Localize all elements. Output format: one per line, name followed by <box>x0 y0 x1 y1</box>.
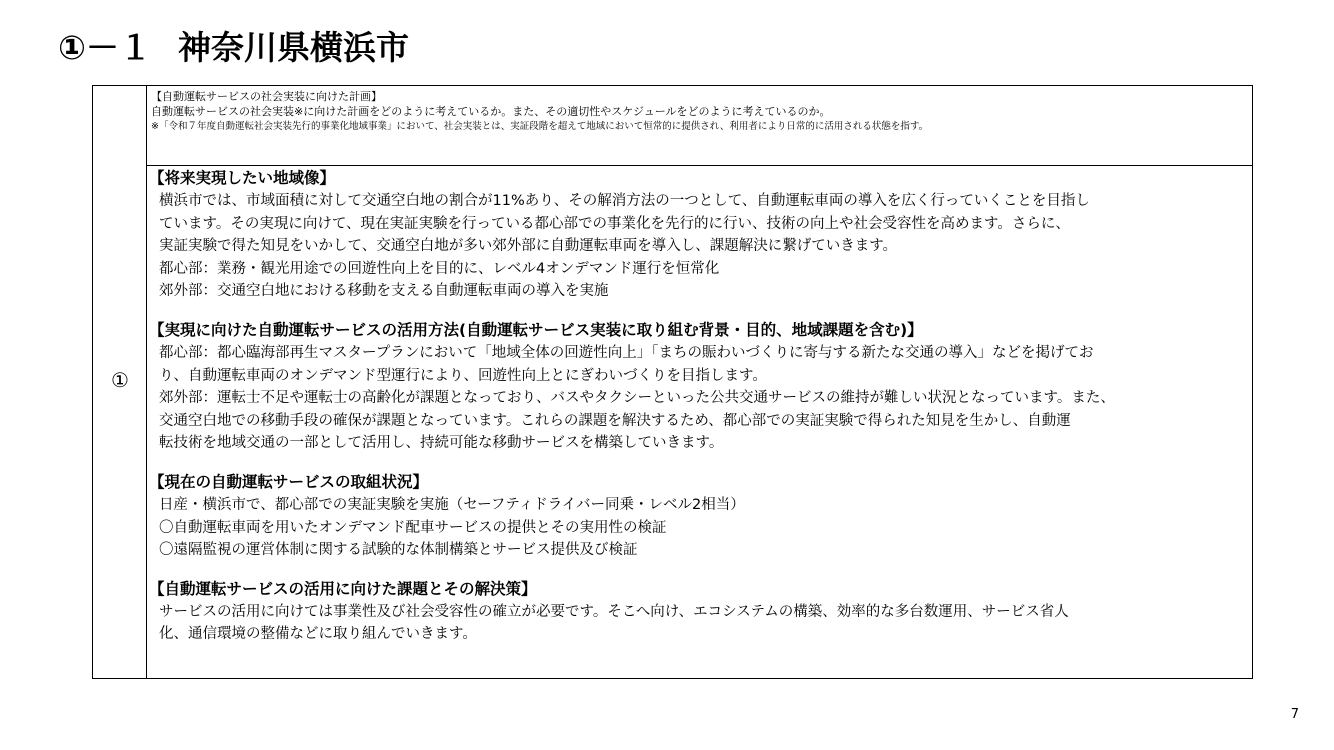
page-title-number: ①－１ <box>58 28 152 67</box>
section-heading: 【現在の自動運転サービスの取組状況】 <box>149 472 429 491</box>
question-heading: 【自動運転サービスの社会実装に向けた計画】 <box>151 90 382 103</box>
section-line: 横浜市では、市域面積に対して交通空白地の割合が11%あり、その解消方法の一つとして、自動運転車両の導入を広く行っていくことを目指し <box>159 193 1090 209</box>
section-future-vision <box>149 167 1244 303</box>
section-gap <box>149 455 1244 471</box>
section-line: 実証実験で得た知見をいかして、交通空白地が多い郊外部に自動運転車両を導入し、課題解決に繋げていきます。 <box>159 238 898 255</box>
section-gap <box>149 562 1244 578</box>
section-line: ています。その実現に向けて、現在実証実験を行っている都心部での事業化を先行的に行い、技術の向上や社会受容性を高めます。さらに、 <box>159 215 1070 232</box>
page-number: 7 <box>1290 707 1299 722</box>
section-issues-solutions <box>149 578 1244 646</box>
section-line: 〇遠隔監視の運営体制に関する試験的な体制構築とサービス提供及び検証 <box>159 542 638 559</box>
section-current-status <box>149 471 1244 562</box>
answer-body <box>147 167 1252 646</box>
section-gap <box>149 303 1244 319</box>
section-line: サービスの活用に向けては事業性及び社会受容性の確立が必要です。そこへ向け、エコシステムの構築、効率的な多台数運用、サービス省人 <box>159 603 1069 620</box>
question-text: 自動運転サービスの社会実装※に向けた計画をどのように考えているか。また、その適切性やスケジュールをどのように考えているのか。 <box>151 105 831 118</box>
section-heading: 【将来実現したい地域像】 <box>149 169 336 187</box>
section-usage-method <box>149 319 1244 455</box>
row-number-label: ① <box>111 368 129 392</box>
content-cell <box>147 86 1252 678</box>
section-line: 日産・横浜市で、都心部での実証実験を実施（セーフティドライバー同乗・レベル2相当） <box>159 496 745 513</box>
question-header <box>147 86 1252 166</box>
section-line: 化、通信環境の整備などに取り組んでいきます。 <box>159 626 477 643</box>
plan-table <box>92 85 1253 679</box>
section-line: 都心部：業務・観光用途での回遊性向上を目的に、レベル4オンデマンド運行を恒常化 <box>159 260 720 277</box>
section-line: 転技術を地域交通の一部として活用し、持続可能な移動サービスを構築していきます。 <box>159 435 724 452</box>
section-line: り、自動運転車両のオンデマンド型運行により、回遊性向上とにぎわいづくりを目指します。 <box>159 367 767 384</box>
row-number-cell <box>93 86 147 678</box>
section-heading: 【自動運転サービスの活用に向けた課題とその解決策】 <box>149 579 537 598</box>
section-heading: 【実現に向けた自動運転サービスの活用方法(自動運転サービス実装に取り組む背景・目的、地域課題を含む)】 <box>149 320 923 339</box>
section-line: 郊外部：交通空白地における移動を支える自動運転車両の導入を実施 <box>159 283 609 300</box>
page-title <box>58 26 409 70</box>
section-line: 都心部：都心臨海部再生マスタープランにおいて「地域全体の回遊性向上」「まちの賑わいづくりに寄与する新たな交通の導入」などを掲げてお <box>159 344 1094 361</box>
question-footnote: ※「令和７年度自動運転社会実装先行的事業化地域事業」において、社会実装とは、実証段階を超えて地域において恒常的に提供され、利用者により日常的に活用される状態を指す。 <box>151 121 929 132</box>
section-line: 〇自動運転車両を用いたオンデマンド配車サービスの提供とその実用性の検証 <box>159 519 667 536</box>
section-line: 交通空白地での移動手段の確保が課題となっています。これらの課題を解決するため、都心部での実証実験で得られた知見を生かし、自動運 <box>159 412 1071 429</box>
page-title-text: 神奈川県横浜市 <box>177 28 409 67</box>
section-line: 郊外部：運転士不足や運転士の高齢化が課題となっており、バスやタクシーといった公共交通サービスの維持が難しい状況となっています。また、 <box>159 390 1115 407</box>
